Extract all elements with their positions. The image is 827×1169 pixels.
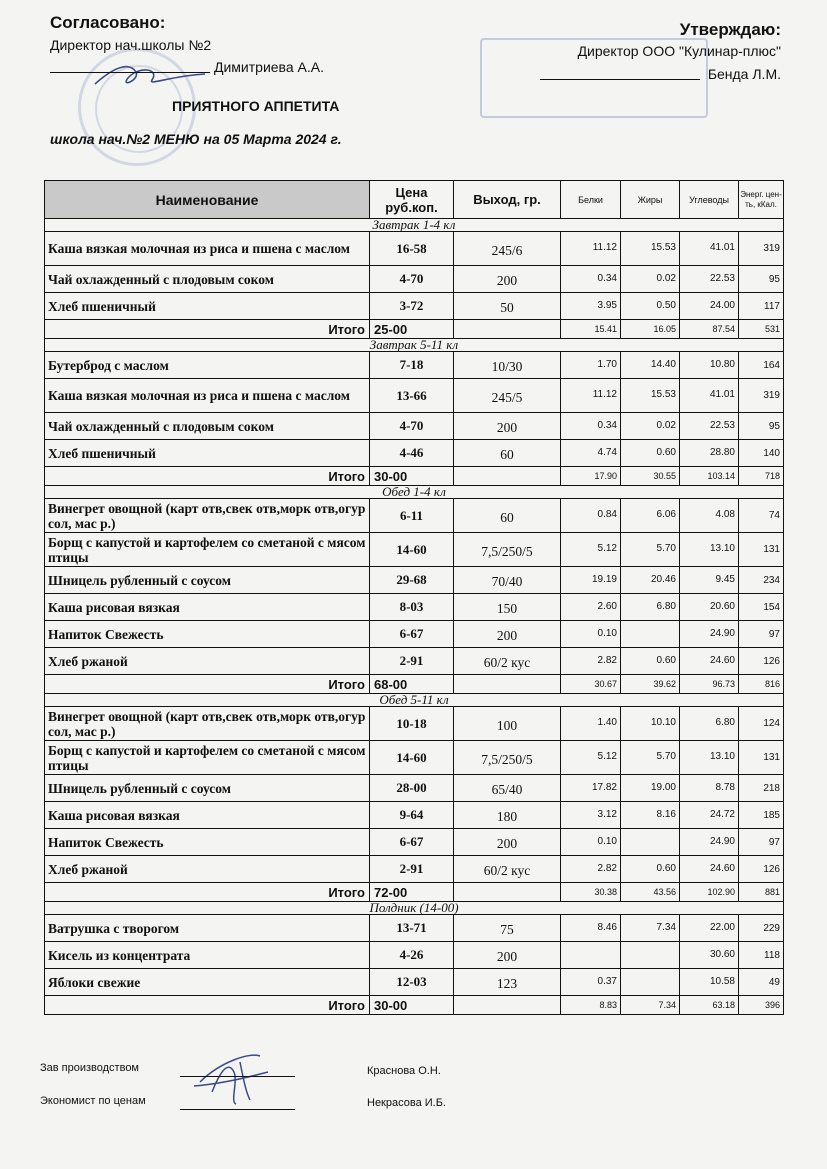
dish-name: Чай охлажденный с плодовым соком — [45, 266, 370, 293]
dish-fat: 8.16 — [621, 802, 680, 829]
dish-energy: 164 — [739, 352, 784, 379]
dish-energy: 118 — [739, 942, 784, 969]
dish-output: 180 — [454, 802, 561, 829]
total-fat: 39.62 — [621, 675, 680, 694]
dish-output: 60/2 кус — [454, 856, 561, 883]
total-row — [45, 320, 784, 339]
dish-protein: 0.34 — [561, 413, 621, 440]
dish-carbs: 24.90 — [680, 621, 739, 648]
dish-fat: 0.60 — [621, 856, 680, 883]
table-row — [45, 856, 784, 883]
table-row — [45, 379, 784, 413]
total-output-empty — [454, 675, 561, 694]
dish-protein: 11.12 — [561, 232, 621, 266]
table-row — [45, 707, 784, 741]
dish-name: Каша вязкая молочная из риса и пшена с маслом — [45, 379, 370, 413]
dish-name: Кисель из концентрата — [45, 942, 370, 969]
dish-energy: 97 — [739, 829, 784, 856]
dish-protein: 2.60 — [561, 594, 621, 621]
table-header-row — [45, 181, 784, 219]
dish-protein: 4.74 — [561, 440, 621, 467]
dish-energy: 319 — [739, 379, 784, 413]
dish-price: 4-70 — [370, 266, 454, 293]
dish-price: 8-03 — [370, 594, 454, 621]
dish-price: 12-03 — [370, 969, 454, 996]
dish-carbs: 13.10 — [680, 741, 739, 775]
dish-carbs: 9.45 — [680, 567, 739, 594]
total-price: 30-00 — [370, 467, 454, 486]
dish-name: Хлеб ржаной — [45, 648, 370, 675]
dish-price: 6-11 — [370, 499, 454, 533]
total-fat: 43.56 — [621, 883, 680, 902]
total-carbs: 103.14 — [680, 467, 739, 486]
dish-fat — [621, 621, 680, 648]
total-energy: 718 — [739, 467, 784, 486]
total-row — [45, 996, 784, 1015]
total-price: 68-00 — [370, 675, 454, 694]
total-label: Итого — [45, 320, 370, 339]
total-label: Итого — [45, 883, 370, 902]
total-output-empty — [454, 467, 561, 486]
table-row — [45, 440, 784, 467]
total-fat: 7.34 — [621, 996, 680, 1015]
dish-protein — [561, 942, 621, 969]
dish-output: 200 — [454, 621, 561, 648]
dish-protein: 0.37 — [561, 969, 621, 996]
dish-fat: 5.70 — [621, 533, 680, 567]
dish-name: Хлеб пшеничный — [45, 440, 370, 467]
dish-output: 100 — [454, 707, 561, 741]
dish-fat: 0.60 — [621, 648, 680, 675]
table-row — [45, 969, 784, 996]
total-label: Итого — [45, 467, 370, 486]
dish-energy: 185 — [739, 802, 784, 829]
total-protein: 17.90 — [561, 467, 621, 486]
dish-price: 6-67 — [370, 621, 454, 648]
dish-name: Шницель рубленный с соусом — [45, 567, 370, 594]
dish-price: 4-70 — [370, 413, 454, 440]
dish-protein: 0.10 — [561, 621, 621, 648]
total-row — [45, 675, 784, 694]
dish-name: Хлеб ржаной — [45, 856, 370, 883]
dish-name: Ватрушка с творогом — [45, 915, 370, 942]
dish-output: 60 — [454, 440, 561, 467]
total-output-empty — [454, 996, 561, 1015]
section-row — [45, 339, 784, 352]
menu-date-line: школа нач.№2 МЕНЮ на 05 Марта 2024 г. — [50, 131, 342, 147]
appetite-heading: ПРИЯТНОГО АППЕТИТА — [172, 98, 340, 114]
total-row — [45, 883, 784, 902]
dish-protein: 5.12 — [561, 533, 621, 567]
dish-output: 200 — [454, 413, 561, 440]
total-carbs: 87.54 — [680, 320, 739, 339]
dish-name: Борщ с капустой и картофелем со сметаной с мясом птицы — [45, 741, 370, 775]
dish-carbs: 8.78 — [680, 775, 739, 802]
dish-fat — [621, 942, 680, 969]
dish-fat: 19.00 — [621, 775, 680, 802]
total-carbs: 96.73 — [680, 675, 739, 694]
dish-protein: 5.12 — [561, 741, 621, 775]
dish-protein: 17.82 — [561, 775, 621, 802]
section-title: Завтрак 5-11 кл — [45, 339, 784, 352]
table-row — [45, 232, 784, 266]
dish-protein: 8.46 — [561, 915, 621, 942]
approved-name: Димитриева А.А. — [214, 59, 324, 75]
dish-name: Каша рисовая вязкая — [45, 594, 370, 621]
total-price: 72-00 — [370, 883, 454, 902]
dish-price: 3-72 — [370, 293, 454, 320]
dish-carbs: 22.53 — [680, 266, 739, 293]
dish-output: 60 — [454, 499, 561, 533]
dish-fat: 0.60 — [621, 440, 680, 467]
director-signature — [90, 58, 210, 92]
total-protein: 8.83 — [561, 996, 621, 1015]
table-row — [45, 829, 784, 856]
table-row — [45, 352, 784, 379]
dish-price: 28-00 — [370, 775, 454, 802]
dish-name: Напиток Свежесть — [45, 621, 370, 648]
dish-output: 65/40 — [454, 775, 561, 802]
dish-energy: 131 — [739, 741, 784, 775]
table-row — [45, 741, 784, 775]
dish-output: 7,5/250/5 — [454, 533, 561, 567]
economist-sign-line — [180, 1109, 295, 1110]
dish-fat: 15.53 — [621, 232, 680, 266]
col-output-header: Выход, гр. — [454, 181, 561, 219]
dish-output: 7,5/250/5 — [454, 741, 561, 775]
dish-fat: 14.40 — [621, 352, 680, 379]
dish-energy: 234 — [739, 567, 784, 594]
total-row — [45, 467, 784, 486]
dish-output: 123 — [454, 969, 561, 996]
dish-carbs: 24.72 — [680, 802, 739, 829]
total-protein: 30.67 — [561, 675, 621, 694]
dish-carbs: 10.58 — [680, 969, 739, 996]
dish-price: 14-60 — [370, 741, 454, 775]
col-carbs-header: Углеводы — [680, 181, 739, 219]
section-row — [45, 219, 784, 232]
dish-protein: 2.82 — [561, 856, 621, 883]
dish-carbs: 41.01 — [680, 379, 739, 413]
dish-price: 2-91 — [370, 856, 454, 883]
dish-energy: 319 — [739, 232, 784, 266]
table-row — [45, 533, 784, 567]
dish-fat: 0.02 — [621, 413, 680, 440]
dish-carbs: 10.80 — [680, 352, 739, 379]
total-protein: 30.38 — [561, 883, 621, 902]
table-row — [45, 775, 784, 802]
dish-protein: 0.10 — [561, 829, 621, 856]
section-row — [45, 694, 784, 707]
dish-output: 10/30 — [454, 352, 561, 379]
dish-carbs: 24.60 — [680, 648, 739, 675]
dish-carbs: 4.08 — [680, 499, 739, 533]
dish-price: 13-66 — [370, 379, 454, 413]
table-row — [45, 621, 784, 648]
dish-energy: 126 — [739, 648, 784, 675]
production-sign-line — [180, 1076, 295, 1077]
dish-output: 70/40 — [454, 567, 561, 594]
col-fat-header: Жиры — [621, 181, 680, 219]
dish-name: Бутерброд с маслом — [45, 352, 370, 379]
confirm-title: Утверждаю: — [679, 20, 781, 39]
dish-fat: 7.34 — [621, 915, 680, 942]
table-row — [45, 413, 784, 440]
total-energy: 531 — [739, 320, 784, 339]
dish-output: 245/5 — [454, 379, 561, 413]
dish-fat: 5.70 — [621, 741, 680, 775]
production-name: Краснова О.Н. — [367, 1065, 441, 1077]
dish-energy: 74 — [739, 499, 784, 533]
total-protein: 15.41 — [561, 320, 621, 339]
dish-price: 4-26 — [370, 942, 454, 969]
col-price-header: Цена руб.коп. — [370, 181, 454, 219]
economist-name: Некрасова И.Б. — [367, 1097, 446, 1109]
total-label: Итого — [45, 996, 370, 1015]
dish-energy: 49 — [739, 969, 784, 996]
dish-energy: 131 — [739, 533, 784, 567]
dish-carbs: 20.60 — [680, 594, 739, 621]
col-name-header: Наименование — [45, 181, 370, 219]
dish-fat — [621, 969, 680, 996]
dish-name: Винегрет овощной (карт отв,свек отв,морк отв,огур сол, мас р.) — [45, 707, 370, 741]
dish-output: 75 — [454, 915, 561, 942]
approved-title: Согласовано: — [50, 13, 166, 32]
dish-output: 60/2 кус — [454, 648, 561, 675]
total-energy: 881 — [739, 883, 784, 902]
col-protein-header: Белки — [561, 181, 621, 219]
dish-fat: 6.06 — [621, 499, 680, 533]
dish-energy: 154 — [739, 594, 784, 621]
dish-name: Каша рисовая вязкая — [45, 802, 370, 829]
approved-position: Директор нач.школы №2 — [50, 37, 212, 53]
dish-output: 200 — [454, 266, 561, 293]
dish-protein: 11.12 — [561, 379, 621, 413]
total-carbs: 63.18 — [680, 996, 739, 1015]
dish-fat: 0.02 — [621, 266, 680, 293]
dish-price: 14-60 — [370, 533, 454, 567]
dish-name: Хлеб пшеничный — [45, 293, 370, 320]
total-energy: 816 — [739, 675, 784, 694]
total-price: 25-00 — [370, 320, 454, 339]
dish-protein: 0.34 — [561, 266, 621, 293]
col-energy-header: Энерг. цен-ть, кКал. — [739, 181, 784, 219]
production-signature — [190, 1042, 270, 1112]
dish-energy: 97 — [739, 621, 784, 648]
dish-output: 200 — [454, 942, 561, 969]
total-fat: 30.55 — [621, 467, 680, 486]
dish-carbs: 30.60 — [680, 942, 739, 969]
dish-energy: 117 — [739, 293, 784, 320]
dish-price: 13-71 — [370, 915, 454, 942]
section-title: Полдник (14-00) — [45, 902, 784, 915]
dish-energy: 95 — [739, 266, 784, 293]
dish-energy: 95 — [739, 413, 784, 440]
table-row — [45, 942, 784, 969]
dish-carbs: 6.80 — [680, 707, 739, 741]
dish-carbs: 28.80 — [680, 440, 739, 467]
dish-carbs: 22.53 — [680, 413, 739, 440]
dish-carbs: 24.60 — [680, 856, 739, 883]
dish-fat: 20.46 — [621, 567, 680, 594]
dish-name: Чай охлажденный с плодовым соком — [45, 413, 370, 440]
dish-energy: 140 — [739, 440, 784, 467]
dish-output: 200 — [454, 829, 561, 856]
dish-energy: 218 — [739, 775, 784, 802]
dish-name: Напиток Свежесть — [45, 829, 370, 856]
confirm-signature-line — [540, 79, 700, 80]
dish-price: 4-46 — [370, 440, 454, 467]
dish-price: 2-91 — [370, 648, 454, 675]
dish-price: 10-18 — [370, 707, 454, 741]
total-energy: 396 — [739, 996, 784, 1015]
section-title: Обед 1-4 кл — [45, 486, 784, 499]
dish-protein: 0.84 — [561, 499, 621, 533]
dish-fat: 6.80 — [621, 594, 680, 621]
dish-price: 29-68 — [370, 567, 454, 594]
dish-carbs: 41.01 — [680, 232, 739, 266]
dish-output: 150 — [454, 594, 561, 621]
dish-price: 16-58 — [370, 232, 454, 266]
table-row — [45, 499, 784, 533]
section-row — [45, 902, 784, 915]
table-row — [45, 293, 784, 320]
dish-protein: 19.19 — [561, 567, 621, 594]
total-price: 30-00 — [370, 996, 454, 1015]
dish-name: Винегрет овощной (карт отв,свек отв,морк отв,огур сол, мас р.) — [45, 499, 370, 533]
dish-price: 6-67 — [370, 829, 454, 856]
dish-name: Борщ с капустой и картофелем со сметаной с мясом птицы — [45, 533, 370, 567]
table-row — [45, 915, 784, 942]
dish-fat — [621, 829, 680, 856]
dish-fat: 15.53 — [621, 379, 680, 413]
dish-protein: 1.70 — [561, 352, 621, 379]
table-row — [45, 648, 784, 675]
dish-protein: 1.40 — [561, 707, 621, 741]
total-label: Итого — [45, 675, 370, 694]
dish-carbs: 22.00 — [680, 915, 739, 942]
confirm-name: Бенда Л.М. — [707, 66, 781, 82]
dish-name: Каша вязкая молочная из риса и пшена с маслом — [45, 232, 370, 266]
section-title: Завтрак 1-4 кл — [45, 219, 784, 232]
table-row — [45, 594, 784, 621]
table-row — [45, 802, 784, 829]
dish-energy: 126 — [739, 856, 784, 883]
total-carbs: 102.90 — [680, 883, 739, 902]
economist-label: Экономист по ценам — [40, 1095, 146, 1107]
dish-protein: 3.95 — [561, 293, 621, 320]
dish-protein: 2.82 — [561, 648, 621, 675]
dish-carbs: 24.00 — [680, 293, 739, 320]
dish-carbs: 24.90 — [680, 829, 739, 856]
dish-carbs: 13.10 — [680, 533, 739, 567]
dish-name: Яблоки свежие — [45, 969, 370, 996]
total-output-empty — [454, 883, 561, 902]
production-label: Зав производством — [40, 1062, 139, 1074]
total-fat: 16.05 — [621, 320, 680, 339]
dish-output: 245/6 — [454, 232, 561, 266]
dish-name: Шницель рубленный с соусом — [45, 775, 370, 802]
dish-output: 50 — [454, 293, 561, 320]
total-output-empty — [454, 320, 561, 339]
table-row — [45, 266, 784, 293]
menu-table — [44, 180, 784, 1015]
table-row — [45, 567, 784, 594]
dish-fat: 10.10 — [621, 707, 680, 741]
confirm-position: Директор ООО "Кулинар-плюс" — [577, 43, 781, 59]
section-row — [45, 486, 784, 499]
dish-price: 9-64 — [370, 802, 454, 829]
dish-energy: 229 — [739, 915, 784, 942]
dish-protein: 3.12 — [561, 802, 621, 829]
dish-energy: 124 — [739, 707, 784, 741]
approved-signature-line — [50, 72, 210, 73]
section-title: Обед 5-11 кл — [45, 694, 784, 707]
dish-price: 7-18 — [370, 352, 454, 379]
dish-fat: 0.50 — [621, 293, 680, 320]
